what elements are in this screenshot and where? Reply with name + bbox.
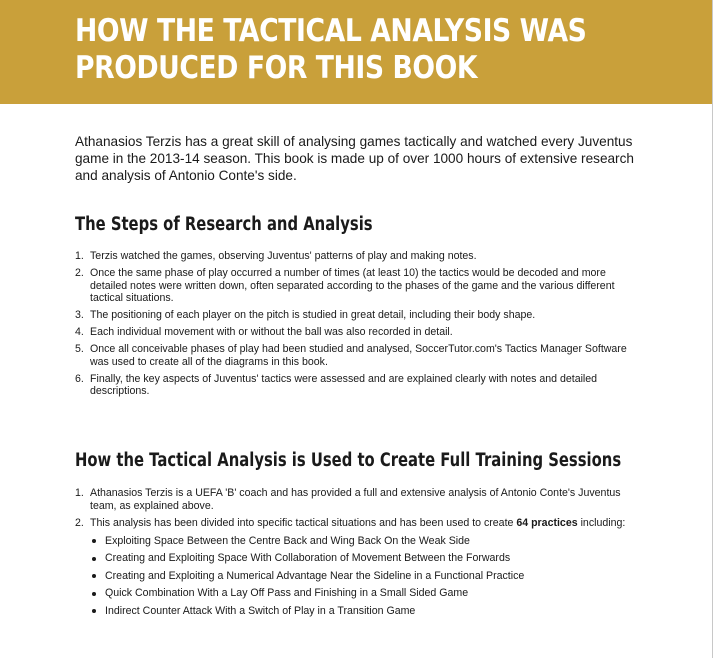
title-banner (0, 0, 712, 104)
list-item (75, 250, 635, 263)
practice-topics-list (90, 535, 635, 618)
bullet-item-text: Exploiting Space Between the Centre Back and Wing Back On the Weak Side (105, 534, 470, 547)
bullet-item (90, 570, 635, 583)
list-item-number: 1. (75, 250, 84, 262)
list-item (75, 343, 635, 368)
list-item (75, 267, 635, 305)
list-item (75, 517, 635, 617)
list-item-number: 2. (75, 267, 84, 280)
bullet-item-text: Indirect Counter Attack With a Switch of Play in a Transition Game (105, 604, 416, 617)
bullet-item (90, 605, 635, 618)
bullet-item-text: Quick Combination With a Lay Off Pass and Finishing in a Small Sided Game (105, 587, 469, 599)
list-item-text-after: including: (577, 517, 626, 529)
bullet-item-text: Creating and Exploiting a Numerical Advantage Near the Sideline in a Functional Practice (105, 569, 525, 582)
list-item-text: Athanasios Terzis is a UEFA 'B' coach and has provided a full and extensive analysis of Antonio Conte's Juventus team, as explained above. (90, 487, 621, 512)
section-heading-training-sessions: How the Tactical Analysis is Used to Create Full Training Sessions (75, 450, 622, 471)
list-item-number: 1. (75, 487, 84, 499)
bullet-dot-icon (92, 539, 96, 543)
training-sessions-list (75, 487, 635, 622)
list-item-text: Finally, the key aspects of Juventus' tactics were assessed and are explained clearly with notes and detailed descriptions. (90, 372, 598, 398)
list-item-text: The positioning of each player on the pitch is studied in great detail, including their body shape. (90, 309, 536, 322)
list-item (75, 309, 635, 322)
list-item-number: 5. (75, 343, 84, 356)
bullet-item (90, 587, 635, 600)
list-item (75, 373, 635, 398)
practice-count: 64 practices (516, 517, 578, 529)
section-heading-research-steps: The Steps of Research and Analysis (75, 214, 373, 235)
list-item (75, 326, 635, 339)
page-title-line-1: HOW THE TACTICAL ANALYSIS WAS (75, 13, 587, 49)
bullet-item-text: Creating and Exploiting Space With Collaboration of Movement Between the Forwards (105, 552, 511, 564)
page-edge-divider (712, 0, 713, 658)
page-title (75, 13, 586, 87)
list-item-text: Each individual movement with or without the ball was also recorded in detail. (90, 326, 453, 339)
list-item-text-before: This analysis has been divided into specific tactical situations and has been used to create (90, 517, 517, 529)
bullet-dot-icon (92, 592, 96, 596)
list-item-text: Once the same phase of play occurred a number of times (at least 10) the tactics would be decoded and more detailed notes were written down, often separated according to the phases of the game and the various different tactical situations. (90, 267, 615, 305)
bullet-dot-icon (92, 609, 96, 613)
list-item-text: Terzis watched the games, observing Juventus' patterns of play and making notes. (90, 250, 477, 262)
list-item-number: 3. (75, 309, 84, 322)
bullet-dot-icon (92, 574, 96, 578)
bullet-dot-icon (92, 557, 96, 561)
bullet-item (90, 552, 635, 565)
list-item-number: 6. (75, 372, 84, 385)
intro-paragraph: Athanasios Terzis has a great skill of analysing games tactically and watched every Juventus game in the 2013-14 season. This book is made up of over 1000 hours of extensive research and analysis of Antonio Conte's side. (75, 134, 634, 183)
research-steps-list (75, 250, 635, 403)
page-title-line-2: PRODUCED FOR THIS BOOK (75, 50, 478, 86)
list-item-number: 4. (75, 326, 84, 339)
list-item (75, 487, 635, 512)
list-item-text: Once all conceivable phases of play had been studied and analysed, SoccerTutor.com's Tactics Manager Software was used to create all of the diagrams in this book. (90, 343, 627, 368)
bullet-item (90, 535, 635, 548)
list-item-number: 2. (75, 517, 84, 529)
